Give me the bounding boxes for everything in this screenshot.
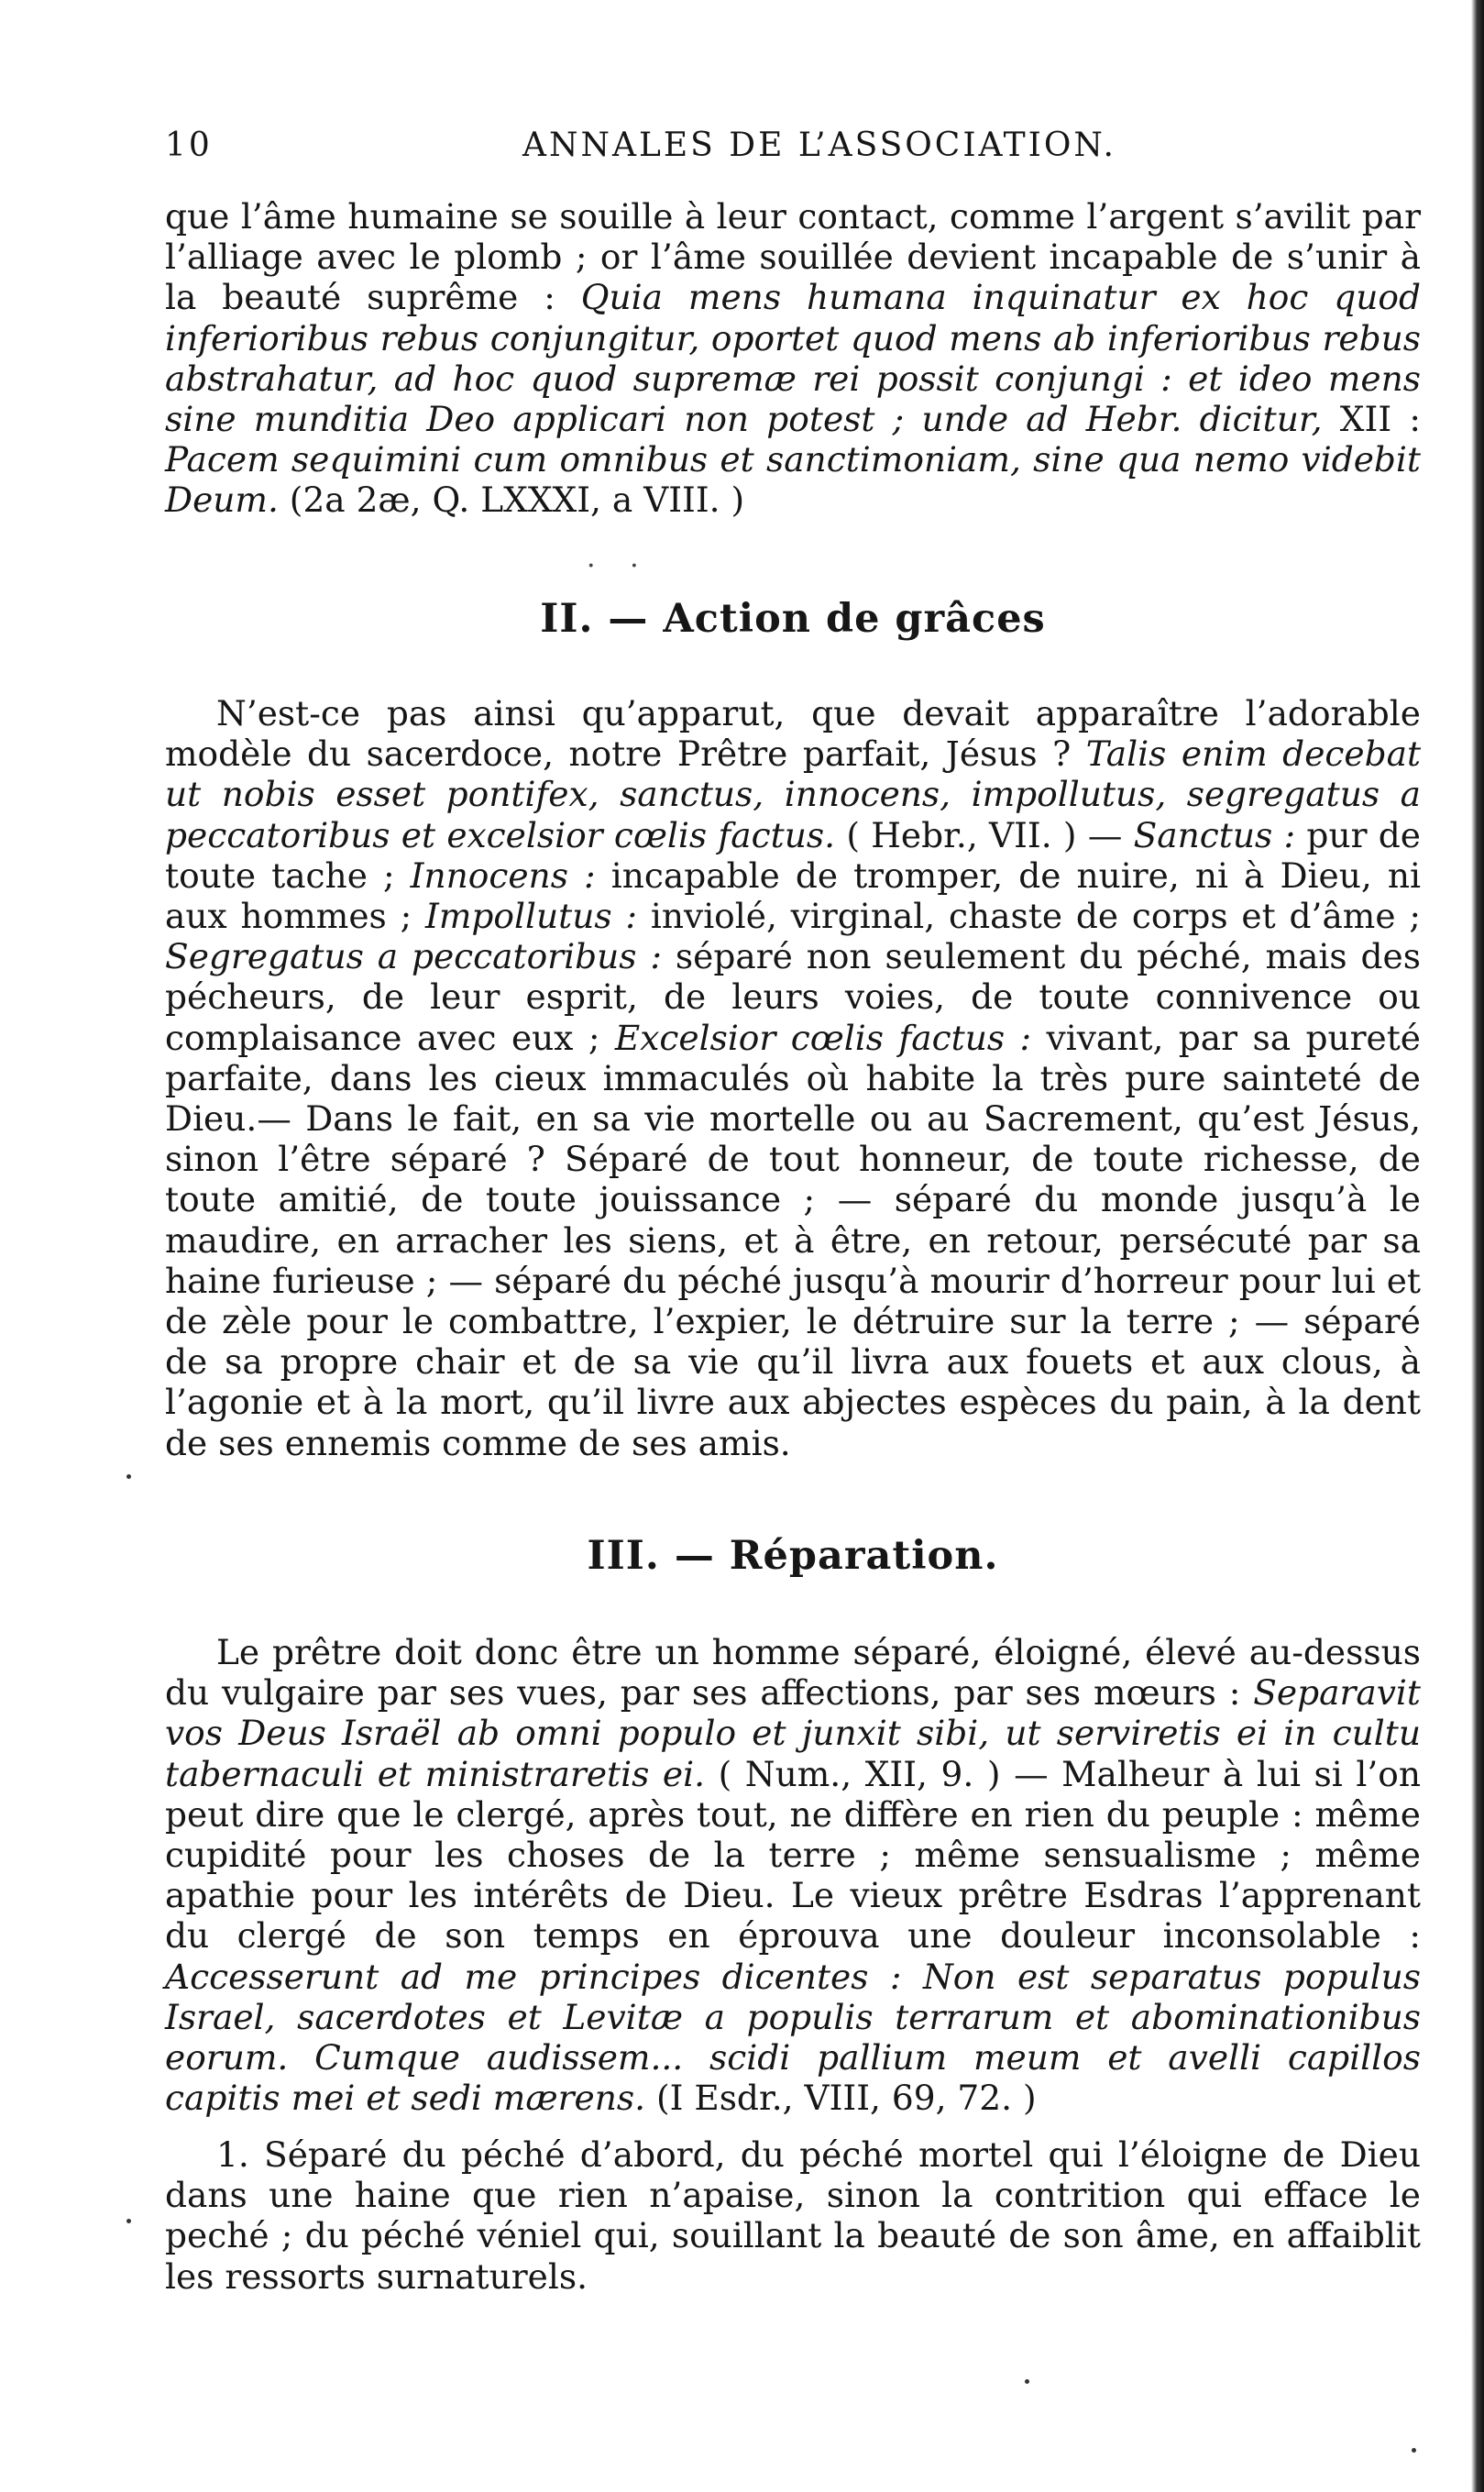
ornament-dots: · · [587,550,652,582]
citation: (2a 2æ, Q. LXXXI, a VIII. ) [278,480,745,521]
latin-term: Innocens : [410,855,596,896]
citation: (I Esdr., VIII, 69, 72. ) [645,2078,1037,2119]
running-head [165,127,1412,172]
text-run: vivant, par sa pureté parfaite, dans les cieux immaculés où habite la très pure sainteté de Dieu.— Dans le fait, en sa vie mortelle ou au Sacrement, qu’est Jésus, sinon l’être séparé ? Séparé de tout honneur, de toute richesse, de toute amitié, de toute jouissance ; — séparé du monde jusqu’à le maudire, en arracher les siens, et à être, en retour, persécuté par sa haine furieuse ; — séparé du péché jusqu’à mourir d’horreur pour lui et de zèle pour le combattre, l’expier, le détruire sur la terre ; — séparé de sa propre chair et de sa vie qu’il livra aux fouets et aux clous, à l’agonie et à la mort, qu’il livre aux abjectes espèces du pain, à la dent de ses ennemis comme de ses amis. [165,1017,1421,1463]
binding-edge [1471,0,1484,2492]
opening-paragraph [165,196,1421,521]
text-run: ( Num., XII, 9. ) — Malheur à lui si l’on peut dire que le clergé, après tout, ne diffère en rien du peuple : même cupidité pour les choses de la terre ; même sensualisme ; même apathie pour les intérêts de Dieu. Le vieux prêtre Esdras l’apprenant du clergé de son temps en éprouva une douleur inconsolable : [165,1753,1421,1957]
running-title: ANNALES DE L’ASSOCIATION. [522,127,1116,164]
text-run: pur de toute tache ; [165,814,1421,896]
text-run: que l’âme humaine se souille à leur contact, comme l’argent s’avilit par l’alliage avec le plomb ; or l’âme souillée devient incapable de s’unir à la beauté suprême : [165,196,1421,318]
text-run: Le prêtre doit donc être un homme séparé, éloigné, élevé au-dessus du vulgaire par ses vues, par ses affections, par ses mœurs : [165,1632,1421,1714]
latin-term: Segregatus a peccatoribus : [165,936,663,977]
citation: ( Hebr., VII. ) — [835,814,1134,855]
paragraph-action-de-graces [165,693,1421,1463]
latin-quotation: Talis enim decebat ut nobis esset pontifex, sanctus, innocens, impollutus, segregatus a peccatoribus et excelsior cœlis factus. [165,733,1422,855]
print-speck [1025,2379,1029,2384]
text-run: incapable de tromper, de nuire, ni à Dieu, ni aux hommes ; [165,855,1421,937]
text-run: XII : [1322,399,1421,440]
latin-term: Sanctus : [1133,814,1296,855]
text-run: inviolé, virginal, chaste de corps et d’âme ; [637,896,1421,937]
print-speck [126,2219,131,2223]
section-heading-reparation: III. — Réparation. [587,1533,999,1579]
latin-quotation: Quia mens humana inquinatur ex hoc quod inferioribus rebus conjungitur, oportet quod mens ab inferioribus rebus abstrahatur, ad hoc quod supremæ rei possit conjungi : et ideo mens sine munditia Deo applicari non potest ; unde ad Hebr. dicitur, [165,277,1421,440]
paragraph-reparation [165,1632,1421,2118]
text-run: N’est-ce pas ainsi qu’apparut, que devait apparaître l’adorable modèle du sacerdoce, notre Prêtre parfait, Jésus ? [165,693,1421,775]
page-number: 10 [165,127,213,164]
latin-quotation: Accesserunt ad me principes dicentes : Non est separatus populus Israel, sacerdotes et Levitæ a populis terrarum et abominationibus eorum. Cumque audissem... scidi pallium meum et avelli capillos capitis mei et sedi mærens. [165,1956,1421,2119]
print-speck [126,1474,131,1479]
section-heading-action-de-graces: II. — Action de grâces [540,596,1046,642]
latin-quotation: Pacem sequimini cum omnibus et sanctimoniam, sine qua nemo videbit Deum. [165,439,1421,521]
latin-quotation: Separavit vos Deus Israël ab omni populo et junxit sibi, ut serviretis ei in cultu tabernaculi et ministraretis ei. [165,1672,1421,1794]
text-run: séparé non seulement du péché, mais des pécheurs, de leur esprit, de leurs voies, de toute connivence ou complaisance avec eux ; [165,936,1421,1058]
latin-term: Excelsior cœlis factus : [614,1017,1032,1058]
latin-term: Impollutus : [425,896,638,937]
print-speck [1412,2448,1416,2453]
paragraph-point-1: 1. Séparé du péché d’abord, du péché mortel qui l’éloigne de Dieu dans une haine que rien n’apaise, sinon la contrition qui efface le peché ; du péché véniel qui, souillant la beauté de son âme, en affaiblit les ressorts surnaturels. [165,2134,1421,2297]
